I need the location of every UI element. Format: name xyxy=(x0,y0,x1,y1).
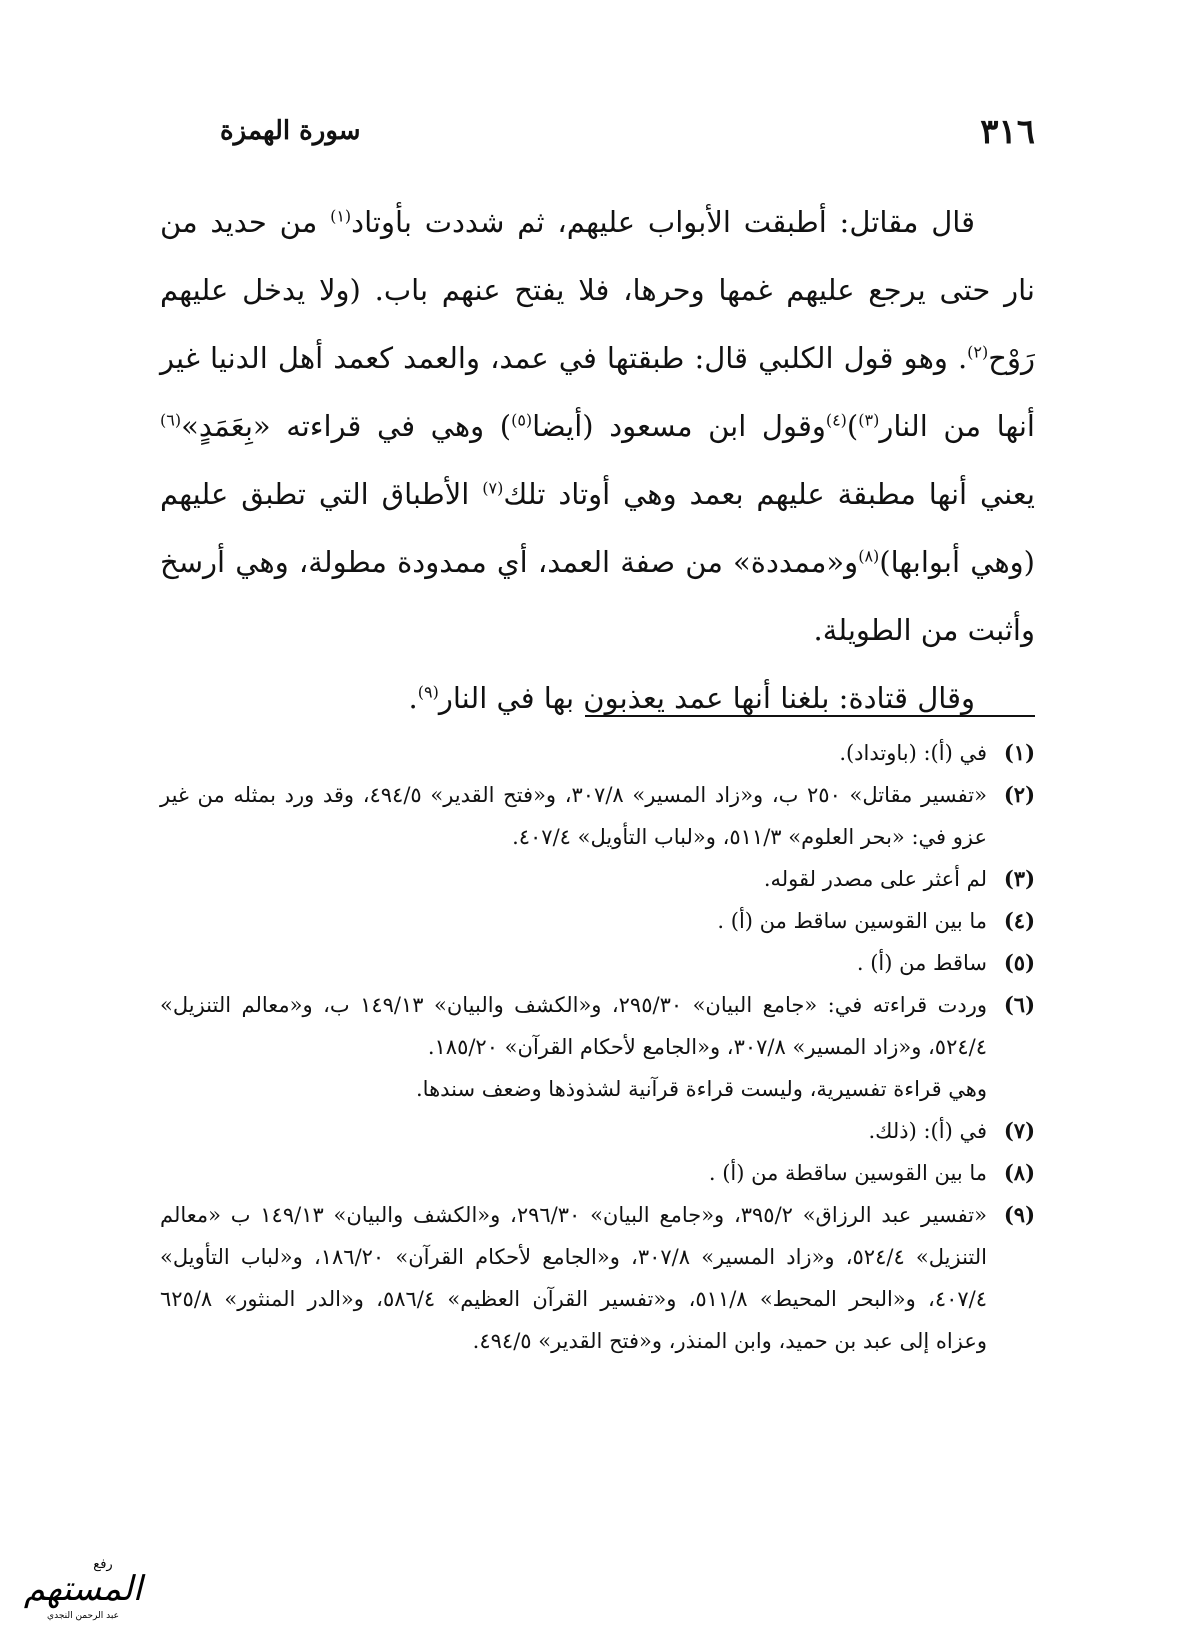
footnote-7 xyxy=(160,1110,1035,1152)
footnote-text: ما بين القوسين ساقط من (أ) . xyxy=(717,909,987,933)
footnote-number: (٩) xyxy=(1003,1202,1035,1227)
footnotes-section xyxy=(160,732,1035,1362)
watermark-logo xyxy=(8,1548,158,1628)
footnote-number: (٥) xyxy=(1003,950,1035,975)
footnote-3 xyxy=(160,858,1035,900)
logo-sub-text: عبد الرحمن النجدي xyxy=(47,1611,119,1621)
footnote-text: وردت قراءته في: «جامع البيان» ٢٩٥/٣٠، و«الكشف والبيان» ١٤٩/١٣ ب، و«معالم التنزيل» ٥٢٤/٤، و«زاد المسير» ٣٠٧/٨، و«الجامع لأحكام القرآن» ١٨٥/٢٠. xyxy=(160,993,987,1059)
footnote-ref-3[interactable]: (٣) xyxy=(858,410,880,430)
footnote-text: ما بين القوسين ساقطة من (أ) . xyxy=(708,1161,987,1185)
paragraph-1: قال مقاتل: أطبقت الأبواب عليهم، ثم شددت بأوتاد$^{(١)}$ من حديد من نار حتى يرجع عليهم غمها وحرها، فلا يفتح عنهم باب. (ولا يدخل عليهم رَوْح$^{(٢)}$. وهو قول الكلبي قال: طبقتها في عمد، والعمد كعمد أهل الدنيا غير أنها من النار$^{(٣)}$)$^{(٤)}$وقول ابن مسعود (أيضا$^{(٥)}$) وهي في قراءته «بِعَمَدٍ»$^{(٦)}$ يعني أنها مطبقة عليهم بعمد وهي أوتاد تلك$^{(٧)}$ الأطباق التي تطبق عليهم (وهي أبوابها)$^{(٨)}$و«ممددة» من صفة العمد، أي ممدودة مطولة، وهي أرسخ وأثبت من الطويلة. xyxy=(160,205,1035,647)
footnote-number: (٧) xyxy=(1003,1118,1035,1143)
footnote-2 xyxy=(160,774,1035,858)
footnote-text: «تفسير مقاتل» ٢٥٠ ب، و«زاد المسير» ٣٠٧/٨، و«فتح القدير» ٤٩٤/٥، وقد ورد بمثله من غير عزو في: «بحر العلوم» ٥١١/٣، و«لباب التأويل» ٤٠٧/٤. xyxy=(160,783,987,849)
footnote-ref-9[interactable]: (٩) xyxy=(417,682,439,702)
footnote-number: (١) xyxy=(1003,740,1035,765)
footnote-text: «تفسير عبد الرزاق» ٣٩٥/٢، و«جامع البيان» ٢٩٦/٣٠، و«الكشف والبيان» ١٤٩/١٣ ب «معالم التنزيل» ٥٢٤/٤، و«زاد المسير» ٣٠٧/٨، و«الجامع لأحكام القرآن» ١٨٦/٢٠، و«لباب التأويل» ٤٠٧/٤، و«البحر المحيط» ٥١١/٨، و«تفسير القرآن العظيم» ٥٨٦/٤، و«الدر المنثور» ٦٢٥/٨ وعزاه إلى عبد بن حميد، وابن المنذر، و«فتح القدير» ٤٩٤/٥. xyxy=(160,1203,988,1353)
footnote-divider xyxy=(585,715,1035,717)
footnote-number: (٢) xyxy=(1003,782,1035,807)
footnote-text: في (أ): (ذلك. xyxy=(868,1119,987,1143)
surah-title: سورة الهمزة xyxy=(220,116,361,146)
footnote-text: في (أ): (باوتداد). xyxy=(839,741,987,765)
footnote-number: (٦) xyxy=(1003,992,1035,1017)
footnote-ref-6[interactable]: (٦) xyxy=(160,410,182,430)
footnote-ref-7[interactable]: (٧) xyxy=(482,478,504,498)
logo-small-text: رفع xyxy=(93,1557,113,1572)
footnote-5 xyxy=(160,942,1035,984)
footnote-number: (٤) xyxy=(1003,908,1035,933)
calligraphy-logo-icon xyxy=(8,1548,158,1628)
footnote-9 xyxy=(160,1194,1035,1362)
footnote-text: ساقط من (أ) . xyxy=(856,951,987,975)
footnote-number: (٨) xyxy=(1003,1160,1035,1185)
footnote-text: لم أعثر على مصدر لقوله. xyxy=(763,867,987,891)
footnote-ref-5[interactable]: (٥) xyxy=(511,410,533,430)
footnote-4 xyxy=(160,900,1035,942)
footnote-8 xyxy=(160,1152,1035,1194)
footnote-6 xyxy=(160,984,1035,1068)
main-text xyxy=(160,188,1035,732)
footnote-number: (٣) xyxy=(1003,866,1035,891)
footnote-ref-1[interactable]: (١) xyxy=(330,206,352,226)
paragraph-2: وقال قتادة: بلغنا أنها عمد يعذبون بها في النار$^{(٩)}$. xyxy=(408,681,975,715)
footnote-1 xyxy=(160,732,1035,774)
footnote-6-note: وهي قراءة تفسيرية، وليست قراءة قرآنية لشذوذها وضعف سندها. xyxy=(416,1077,987,1101)
footnote-ref-8[interactable]: (٨) xyxy=(858,546,880,566)
page-header xyxy=(160,112,1035,162)
footnote-ref-4[interactable]: (٤) xyxy=(825,410,847,430)
page-number: ٣١٦ xyxy=(980,112,1035,152)
footnote-ref-2[interactable]: (٢) xyxy=(967,342,989,362)
logo-main-text: المستهم xyxy=(23,1569,143,1609)
